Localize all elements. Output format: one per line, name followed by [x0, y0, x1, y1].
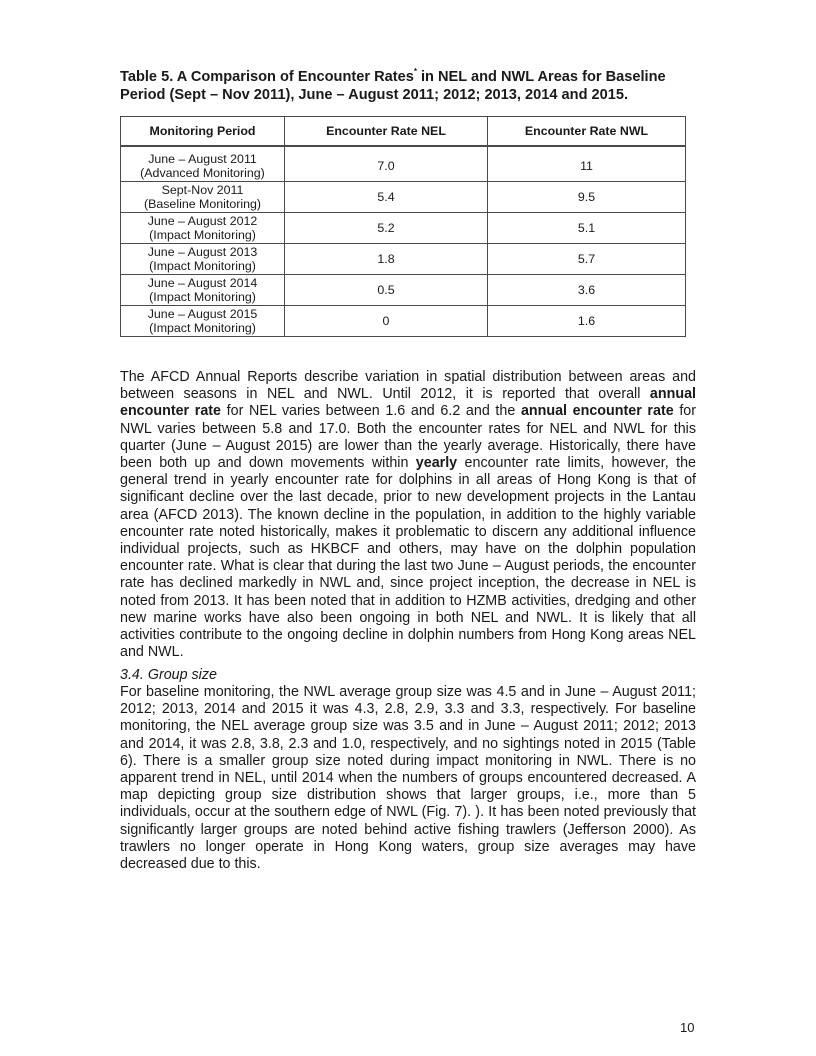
table-row [121, 151, 686, 182]
nel-cell: 1.8 [285, 244, 488, 275]
period-cell: June – August 2015 (Impact Monitoring) [121, 306, 285, 337]
nel-cell: 7.0 [285, 151, 488, 182]
caption-text-2: in NEL and NWL Areas for Baseline Period (Sept – Nov 2011), June – August 2011; 2012; 2013, 2014 and 2015. [120, 69, 666, 103]
nel-cell: 0 [285, 306, 488, 337]
page-number: 10 [680, 1020, 695, 1035]
section-heading-group-size: 3.4. Group size [120, 667, 217, 683]
nwl-cell: 3.6 [488, 275, 686, 306]
period-cell: June – August 2012 (Impact Monitoring) [121, 213, 285, 244]
nel-cell: 5.4 [285, 182, 488, 213]
header-monitoring-period: Monitoring Period [121, 117, 285, 146]
nwl-cell: 11 [488, 151, 686, 182]
period-cell: June – August 2011 (Advanced Monitoring) [121, 151, 285, 182]
nel-cell: 5.2 [285, 213, 488, 244]
header-encounter-rate-nwl: Encounter Rate NWL [488, 117, 686, 146]
table-row [121, 182, 686, 213]
group-size-paragraph: For baseline monitoring, the NWL average group size was 4.5 and in June – August 2011; 2012; 2013, 2014 and 2015 it was 4.3, 2.8, 2.9, 3.3 and 3.3, respectively. For baseline monitoring, the NEL average group size was 3.5 and in June – August 2011; 2012; 2013 and 2014, it was 2.8, 3.8, 2.3 and 1.0, respectively, and no sightings noted in 2015 (Table 6). There is a smaller group size noted during impact monitoring in NWL. There is no apparent trend in NEL, until 2014 when the numbers of groups encountered decreased. A map depicting group size distribution shows that larger groups, i.e., more than 5 individuals, occur at the southern edge of NWL (Fig. 7). ). It has been noted previously that significantly larger groups are noted behind active fishing trawlers (Jefferson 2000). As trawlers no longer operate in Hong Kong waters, group size averages may have decreased due to this. [120, 684, 696, 873]
period-cell: Sept-Nov 2011 (Baseline Monitoring) [121, 182, 285, 213]
nwl-cell: 9.5 [488, 182, 686, 213]
nwl-cell: 5.7 [488, 244, 686, 275]
table-row [121, 275, 686, 306]
period-cell: June – August 2014 (Impact Monitoring) [121, 275, 285, 306]
encounter-rate-paragraph: The AFCD Annual Reports describe variation in spatial distribution between areas and between seasons in NEL and NWL. Until 2012, it is reported that overall annual encounter rate for NEL varies between 1.6 and 6.2 and the annual encounter rate for NWL varies between 5.8 and 17.0. Both the encounter rates for NEL and NWL for this quarter (June – August 2015) are lower than the yearly average. Historically, there have been both up and down movements within yearly encounter rate limits, however, the general trend in yearly encounter rate for dolphins in all areas of Hong Kong is that of significant decline over the last decade, prior to new development projects in the Lantau area (AFCD 2013). The known decline in the population, in addition to the highly variable encounter rate noted historically, makes it problematic to discern any additional influence individual projects, such as HKBCF and others, may have on the dolphin population encounter rate. What is clear that during the last two June – August periods, the encounter rate has declined markedly in NWL and, since project inception, the decrease in NEL is noted from 2013. It has been noted that in addition to HZMB activities, dredging and other new marine works have also been ongoing in both NEL and NWL. It is likely that all activities contribute to the ongoing decline in dolphin numbers from Hong Kong areas NEL and NWL. [120, 369, 697, 661]
period-cell: June – August 2013 (Impact Monitoring) [121, 244, 285, 275]
table-row [121, 213, 686, 244]
nel-cell: 0.5 [285, 275, 488, 306]
nwl-cell: 1.6 [488, 306, 686, 337]
table-row [121, 306, 686, 337]
table-row [121, 244, 686, 275]
table-caption [120, 68, 696, 104]
encounter-rate-table [120, 116, 686, 337]
caption-asterisk: * [413, 67, 417, 76]
header-encounter-rate-nel: Encounter Rate NEL [285, 117, 488, 146]
nwl-cell: 5.1 [488, 213, 686, 244]
caption-text: Table 5. A Comparison of Encounter Rates [120, 69, 414, 85]
table-header-row [121, 117, 686, 146]
